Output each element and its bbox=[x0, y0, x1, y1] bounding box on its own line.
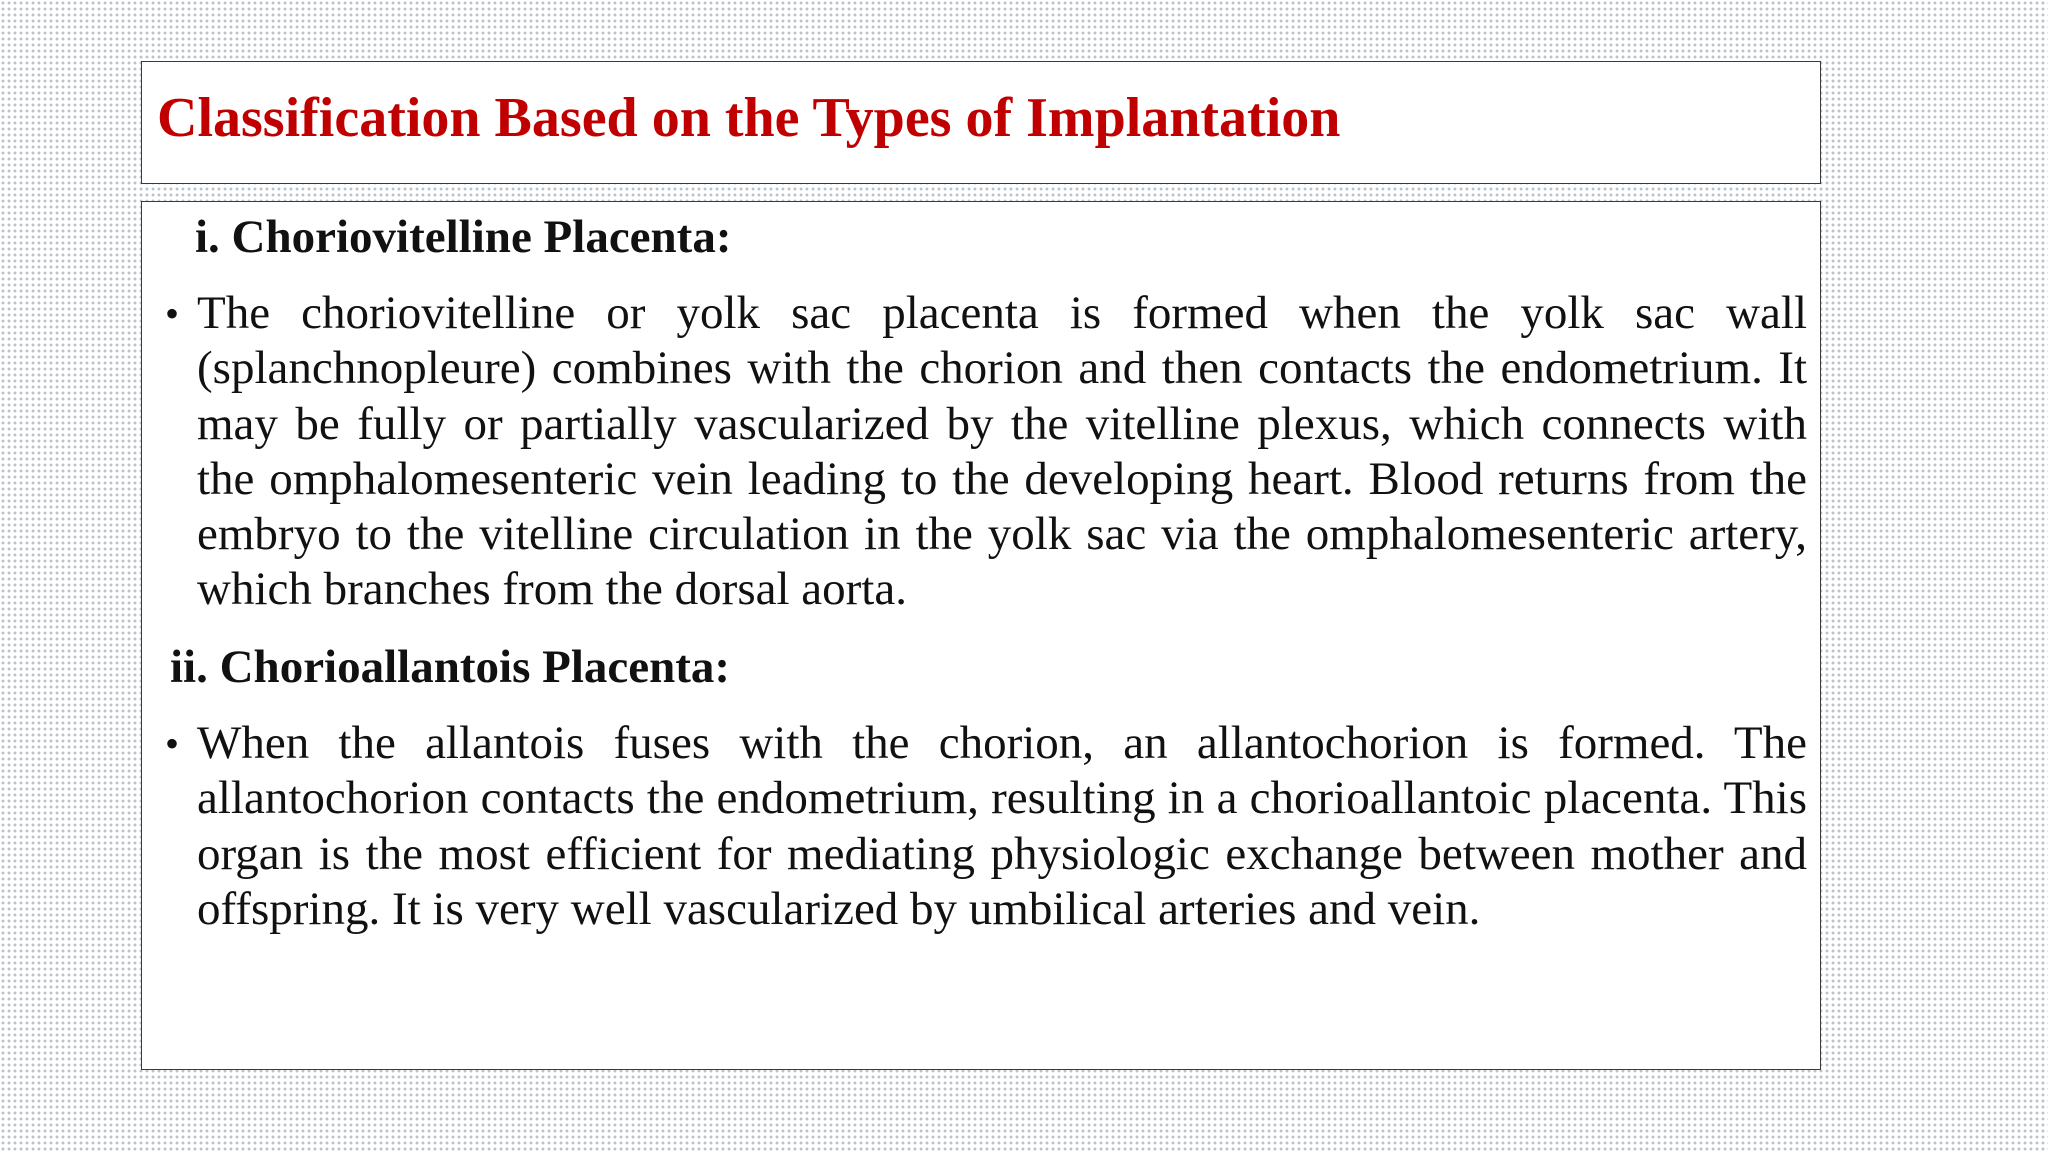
slide-title: Classification Based on the Types of Implantation bbox=[157, 87, 1341, 149]
bullet-item-chorioallantois bbox=[152, 716, 1807, 937]
title-box bbox=[141, 61, 1821, 184]
section-heading-chorioallantois: ii. Chorioallantois Placenta: bbox=[170, 641, 731, 693]
paragraph-chorioallantois: When the allantois fuses with the chorion, an allantochorion is formed. The allantochorion contacts the endometrium, resulting in a chorioallantoic placenta. This organ is the most efficient for mediating physiologic exchange between mother and offspring. It is very well vascularized by umbilical arteries and vein. bbox=[197, 717, 1807, 935]
content-box bbox=[141, 201, 1821, 1070]
bullet-icon: • bbox=[164, 721, 179, 766]
bullet-item-choriovitelline bbox=[152, 286, 1807, 618]
paragraph-choriovitelline: The choriovitelline or yolk sac placenta is formed when the yolk sac wall (splanchnopleure) combines with the chorion and then contacts the endometrium. It may be fully or partially vascularized by the vitelline plexus, which connects with the omphalomesenteric vein leading to the developing heart. Blood returns from the embryo to the vitelline circulation in the yolk sac via the omphalomesenteric artery, which branches from the dorsal aorta. bbox=[197, 287, 1807, 616]
bullet-icon: • bbox=[164, 291, 179, 336]
section-heading-choriovitelline: i. Choriovitelline Placenta: bbox=[195, 211, 732, 263]
